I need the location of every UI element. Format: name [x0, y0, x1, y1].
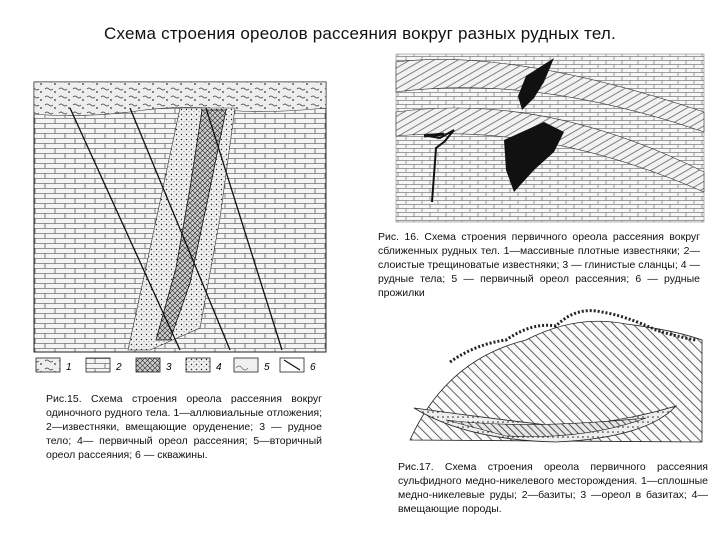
- legend-5: 5: [264, 362, 270, 373]
- figure-17-caption: Рис.17. Схема строения ореола первичного рассеяния сульфидного медно-никелевого месторождения. 1—сплошные медно-никелевые руды; 2—базиты; 3 —ореол в базитах; 4—вмещающие породы.: [398, 461, 708, 515]
- figure-17-diagram: [406, 300, 710, 450]
- figure-16-diagram: [394, 52, 706, 224]
- legend-2: 2: [116, 362, 122, 373]
- section-body: [34, 82, 326, 352]
- figure-15-diagram: [30, 78, 330, 388]
- legend-1: 1: [66, 362, 72, 373]
- figure-15-caption: Рис.15. Схема строения ореола рассеяния вокруг одиночного рудного тела. 1—аллювиальные отложения; 2—известняки, вмещающие оруденение; 3 — рудное тело; 4— первичный ореол рассеяния; 5—вторичный ореол рассеяния; 6 — скважины.: [46, 393, 322, 461]
- legend-3: 3: [166, 362, 172, 373]
- page-title: Схема строения ореолов рассеяния вокруг разных рудных тел.: [104, 24, 616, 43]
- legend-4: 4: [216, 362, 222, 373]
- figure-16-caption: Рис. 16. Схема строения первичного ореола рассеяния вокруг сближенных рудных тел. 1—массивные плотные известняки; 2—слоистые трещиноватые известняки; 3 — глинистые сланцы; 4 — рудные тела; 5 — первичный ореол рассеяния; 6 — рудные прожилки: [378, 231, 700, 299]
- legend-6: 6: [310, 362, 316, 373]
- legend: [36, 358, 316, 373]
